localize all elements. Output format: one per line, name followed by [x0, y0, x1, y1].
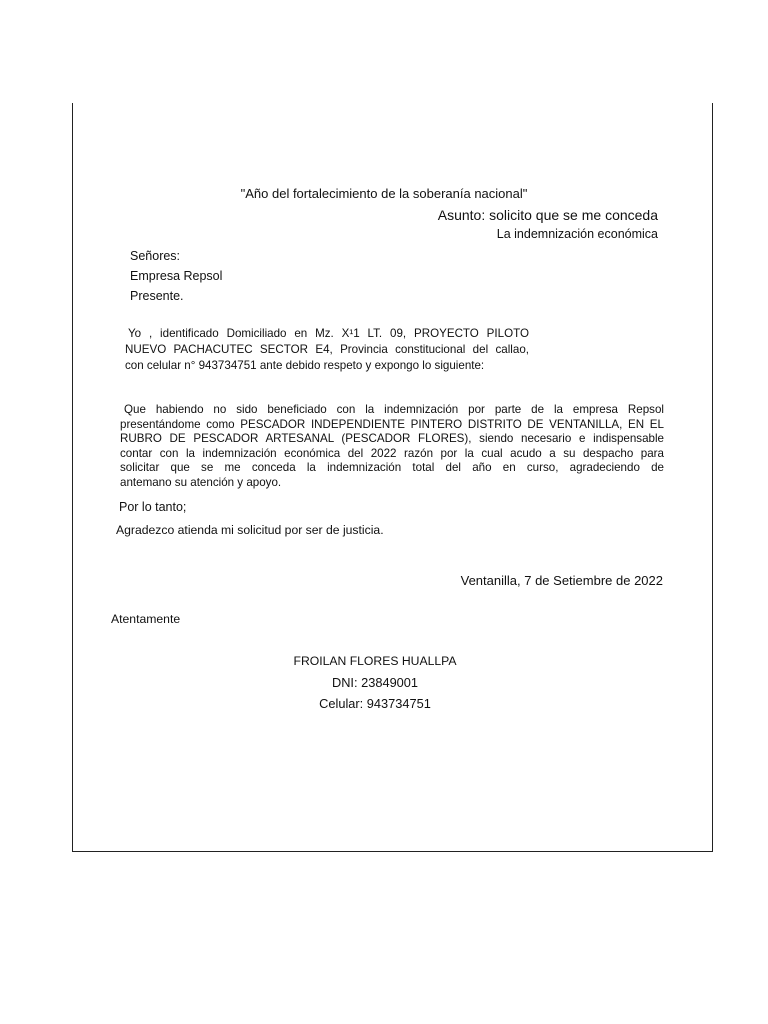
- body-line: presentándome como PESCADOR INDEPENDIENTE PINTERO DISTRITO DE VENTANILLA, EN EL: [120, 417, 664, 431]
- body-line: antemano su atención y apoyo.: [120, 475, 282, 489]
- sign-off: Atentamente: [111, 612, 181, 626]
- signer-name: FROILAN FLORES HUALLPA: [293, 654, 457, 668]
- subject-label: Asunto:: [437, 207, 486, 223]
- intro-line: Yo , identificado Domiciliado en Mz. X¹1 LT. 09, PROYECTO PILOTO: [128, 327, 529, 340]
- request-text: Agradezco atienda mi solicitud por ser de justicia.: [116, 523, 384, 537]
- body-line: Que habiendo no sido beneficiado con la indemnización por parte de la empresa Repsol: [124, 403, 664, 416]
- signer-dni: DNI: 23849001: [331, 675, 419, 690]
- subject-text: solicito que se me conceda: [489, 207, 658, 223]
- intro-paragraph: [125, 326, 529, 374]
- greeting-salutation: Señores:: [130, 249, 181, 263]
- body-line: solicitar que se me conceda la indemnización total del año en curso, agradeciendo de: [120, 461, 664, 475]
- place-date: Ventanilla, 7 de Setiembre de 2022: [460, 573, 663, 588]
- subject-continuation: La indemnización económica: [496, 227, 658, 241]
- subject-line: [438, 206, 658, 224]
- greeting-company: Empresa Repsol: [130, 269, 223, 283]
- signer-phone: Celular: 943734751: [319, 696, 431, 711]
- intro-line: con celular n° 943734751 ante debido respeto y expongo lo siguiente:: [125, 359, 485, 372]
- intro-line: NUEVO PACHACUTEC SECTOR E4, Provincia constitucional del callao,: [125, 343, 529, 356]
- greeting-presente: Presente.: [130, 289, 184, 303]
- year-motto: "Año del fortalecimiento de la soberanía nacional": [240, 186, 528, 201]
- body-line: RUBRO DE PESCADOR ARTESANAL (PESCADOR FLORES), siendo necesario e indispensable: [120, 432, 664, 446]
- body-paragraph: [120, 403, 664, 491]
- closing-intro: Por lo tanto;: [119, 500, 187, 514]
- body-line: contar con la indemnización económica del 2022 razón por la cual acudo a su despacho para: [120, 446, 664, 460]
